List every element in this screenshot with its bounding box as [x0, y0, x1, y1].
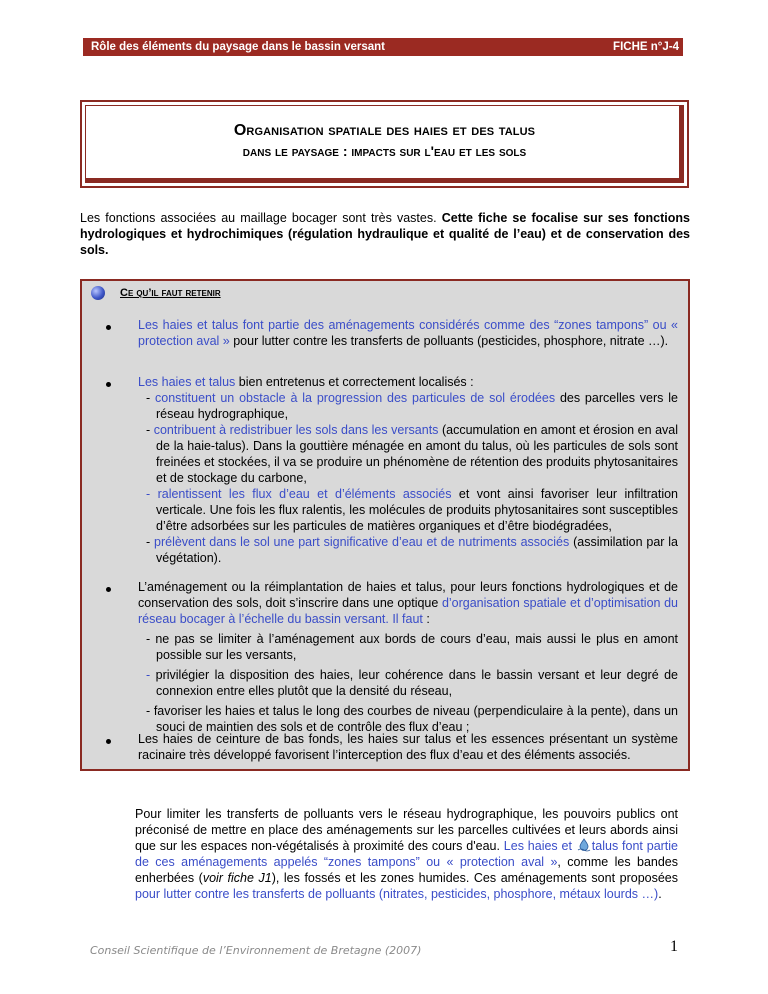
para-text-4: .	[658, 887, 662, 901]
sub-1-text: ne pas se limiter à l’aménagement aux bords de cours d’eau, mais aussi le plus en amont possible sur les versants,	[155, 632, 678, 662]
key-point-1-highlight: Les haies et talus font partie des aménagements considérés comme des “zones tampons” ou « protection aval »	[138, 318, 678, 348]
key-point-2-sub-3: - ralentissent les flux d’eau et d’éléments associés et vont ainsi favoriser leur infiltration verticale. Une fois les flux ralentis, les molécules de produits phytosanitaires sont susceptibles d’être adsorbées sur les particules de matières organiques et d’être biodégradées,	[146, 487, 678, 533]
sub-3-text: et vont ainsi favoriser leur infiltration verticale. Une fois les flux ralentis, les molécules de produits phytosanitaires sont susceptibles d’être adsorbées sur les particules de matières organiques et d’être biodégradées,	[156, 487, 678, 533]
footer-credit: Conseil Scientifique de l’Environnement de Bretagne (2007)	[90, 944, 422, 957]
bullet-dot-icon	[106, 325, 111, 330]
sub-1-highlight: constituent un obstacle à la progression des particules de sol érodées	[155, 391, 556, 405]
key-point-1	[138, 317, 678, 349]
water-drop-icon	[577, 838, 591, 852]
sub-2-highlight: contribuent à redistribuer les sols dans les versants	[153, 423, 439, 437]
key-point-3-sub-1: - ne pas se limiter à l’aménagement aux bords de cours d’eau, mais aussi le plus en amont possible sur les versants,	[146, 632, 678, 662]
key-point-3-sub-3: - favoriser les haies et talus le long des courbes de niveau (perpendiculaire à la pente), dans un souci de maintien des sols et de contrôle des flux d’eau ;	[146, 704, 678, 734]
bullet-dot-icon	[106, 739, 111, 744]
para-highlight-1b: talus font partie de ces aménagements appelés “zones tampons” ou « protection aval »	[135, 839, 679, 869]
sub-2-text: (accumulation en amont et érosion en aval de la haie-talus). Dans la gouttière ménagée en amont du talus, où les particules de sols sont freinées et stockées, il va se produire un phénomène de rétention des produits phytosanitaires et de stockage du carbone,	[156, 423, 679, 485]
blue-bullet-icon	[91, 286, 105, 300]
sub-2-text: privilégier la disposition des haies, leur cohérence dans le bassin versant et leur degré de connexion entre elles plutôt que la densité du réseau,	[155, 668, 679, 698]
header-fiche-number: FICHE n°J-4	[613, 41, 679, 53]
key-point-2-sub-2: - contribuent à redistribuer les sols dans les versants (accumulation en amont et érosion en aval de la haie-talus). Dans la gouttière ménagée en amont du talus, où les particules de sols sont freinées et stockées, il va se produire un phénomène de rétention des produits phytosanitaires et de stockage du carbone,	[146, 423, 679, 485]
document-title: Organisation spatiale des haies et des talus	[233, 122, 536, 139]
document-subtitle: dans le paysage : impacts sur l'eau et les sols	[242, 143, 527, 159]
sub-3-highlight: ralentissent les flux d’eau et d’éléments associés	[157, 487, 452, 501]
para-highlight-1a: Les haies et	[503, 839, 576, 853]
intro-paragraph	[80, 210, 690, 258]
key-point-3-highlight: d’organisation spatiale et d’optimisation du réseau bocager à l’échelle du bassin versant. Il faut	[138, 596, 678, 626]
page-number: 1	[670, 938, 678, 955]
key-point-3	[138, 579, 678, 735]
key-point-4-text: Les haies de ceinture de bas fonds, les haies sur talus et les essences présentant un système racinaire très développé favorisent l’interception des flux d’eau et des éléments associés.	[138, 732, 678, 762]
body-paragraph	[135, 806, 678, 902]
sub-3-text: favoriser les haies et talus le long des courbes de niveau (perpendiculaire à la pente), dans un souci de maintien des sols et de contrôle des flux d’eau ;	[153, 704, 678, 734]
key-point-2	[138, 374, 678, 566]
para-text-1: Pour limiter les transferts de polluants vers le réseau hydrographique, les pouvoirs publics ont préconisé de mettre en place des aménagements sur les parcelles cultivées et leurs abords ainsi que sur les espaces non-végétalisés à proximité des cours d'eau.	[135, 807, 678, 853]
key-points-heading: Ce qu’il faut retenir	[120, 287, 221, 299]
key-point-1-text: pour lutter contre les transferts de polluants (pesticides, phosphore, nitrate …).	[229, 334, 669, 348]
key-point-3-sub-2: - privilégier la disposition des haies, leur cohérence dans le bassin versant et leur degré de connexion entre elles plutôt que la densité du réseau,	[146, 668, 679, 698]
bullet-dot-icon	[106, 587, 111, 592]
bullet-dot-icon	[106, 382, 111, 387]
intro-text: Les fonctions associées au maillage bocager sont très vastes.	[80, 211, 442, 225]
para-highlight-2: pour lutter contre les transferts de polluants (nitrates, pesticides, phosphore, métaux lourds …)	[135, 887, 659, 901]
key-point-4	[138, 731, 678, 763]
key-point-3-end: :	[422, 612, 430, 626]
sub-1-text: des parcelles vers le réseau hydrographique,	[156, 391, 678, 421]
para-text-3: ), les fossés et les zones humides. Ces aménagements sont proposées	[271, 871, 678, 885]
title-box	[80, 100, 689, 188]
sub-4-highlight: prélèvent dans le sol une part significative d’eau et de nutriments associés	[154, 535, 570, 549]
para-text-2: , comme les bandes enherbées (	[135, 855, 678, 885]
header-left-title: Rôle des éléments du paysage dans le bassin versant	[91, 41, 386, 53]
key-point-2-text: bien entretenus et correctement localisés :	[235, 375, 474, 389]
key-point-2-sub-4: - prélèvent dans le sol une part significative d’eau et de nutriments associés (assimilation par la végétation).	[146, 535, 678, 565]
key-point-2-sub-1: - constituent un obstacle à la progression des particules de sol érodées des parcelles vers le réseau hydrographique,	[146, 391, 678, 421]
key-points-box	[80, 279, 690, 771]
key-point-2-highlight: Les haies et talus	[138, 375, 236, 389]
intro-bold-text: Cette fiche se focalise sur ses fonctions hydrologiques et hydrochimiques (régulation hydraulique et qualité de l’eau) et de conservation des sols.	[80, 211, 690, 257]
para-italic-reference: voir fiche J1	[202, 871, 272, 885]
sub-4-text: (assimilation par la végétation).	[156, 535, 678, 565]
header-bar	[83, 38, 683, 56]
key-point-3-text: L’aménagement ou la réimplantation de haies et talus, pour leurs fonctions hydrologiques et de conservation des sols, doit s’inscrire dans une optique	[138, 580, 678, 610]
